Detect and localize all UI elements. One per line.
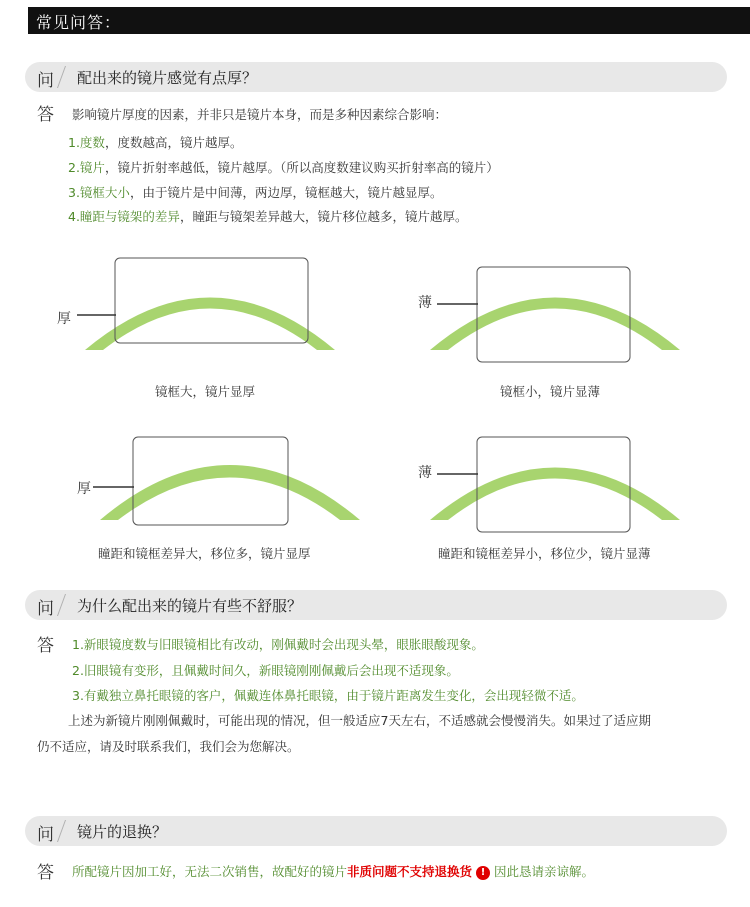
answer-mark-label: 答 (37, 636, 54, 656)
question-mark-label: 问 (37, 825, 54, 845)
list-item (68, 207, 467, 225)
lens-arc (430, 298, 680, 351)
lens-arc (85, 298, 335, 351)
lens-diagram-large-offset (75, 435, 365, 530)
divider (57, 820, 66, 842)
list-item-desc: ，瞳距与镜架差异越大，镜片移位越多，镜片越厚。 (179, 209, 468, 224)
lens-arc (430, 468, 680, 521)
divider (57, 66, 66, 88)
question-text: 为什么配出来的镜片有些不舒服？ (77, 597, 303, 615)
diagram-tag-thin: 薄 (418, 295, 432, 311)
list-item (68, 133, 242, 151)
list-item-term: 4.瞳距与镜架的差异 (68, 209, 180, 224)
question-bar-discomfort (25, 590, 727, 620)
answer-text: 因此恳请亲谅解。 (494, 864, 595, 879)
list-item: 3.有戴独立鼻托眼镜的客户，佩戴连体鼻托眼镜，由于镜片距离发生变化，会出现轻微不适。 (72, 688, 584, 703)
lens-arc (100, 465, 360, 520)
list-item-term: 1.度数 (68, 135, 105, 150)
diagram-caption: 瞳距和镜框差异小，移位少，镜片显薄 (438, 546, 651, 561)
list-item-term: 2.镜片 (68, 160, 105, 175)
summary-text: 仍不适应，请及时联系我们，我们会为您解决。 (37, 739, 300, 754)
list-item (68, 183, 442, 201)
question-text: 配出来的镜片感觉有点厚？ (77, 69, 258, 87)
diagram-caption: 镜框大，镜片显厚 (155, 384, 256, 399)
diagram-caption: 瞳距和镜框差异大，移位多，镜片显厚 (98, 546, 311, 561)
exclamation-circle-icon: ! (476, 866, 490, 880)
diagram-tag-thick: 厚 (57, 311, 71, 327)
answer-intro: 影响镜片厚度的因素，并非只是镜片本身，而是多种因素综合影响： (72, 107, 448, 122)
answer-mark-label: 答 (37, 863, 54, 883)
list-item-desc: ，由于镜片是中间薄，两边厚，镜框越大，镜片越显厚。 (129, 185, 443, 200)
list-item: 1.新眼镜度数与旧眼镜相比有改动，刚佩戴时会出现头晕，眼胀眼酸现象。 (72, 637, 484, 652)
diagram-caption: 镜框小，镜片显薄 (500, 384, 601, 399)
list-item-desc: ，度数越高，镜片越厚。 (104, 135, 243, 150)
answer-mark-label: 答 (37, 105, 54, 125)
list-item (68, 158, 499, 176)
question-mark-label: 问 (37, 599, 54, 619)
returns-answer (72, 862, 594, 880)
no-return-notice: 非质问题不支持退换货 (347, 864, 473, 879)
question-bar-thickness (25, 62, 727, 92)
list-item-desc: ，镜片折射率越低，镜片越厚。（所以高度数建议购买折射率高的镜片） (104, 160, 499, 175)
diagram-tag-thin: 薄 (418, 465, 432, 481)
page-header (0, 0, 750, 40)
divider (57, 594, 66, 616)
question-mark-label: 问 (37, 71, 54, 91)
header-bar (28, 7, 750, 34)
lens-diagram-small-frame (415, 265, 695, 365)
lens-diagram-large-frame (55, 255, 355, 365)
page-title: 常见问答： (36, 13, 122, 32)
question-text: 镜片的退换？ (77, 823, 168, 841)
answer-text: 所配镜片因加工好，无法二次销售，故配好的镜片 (72, 864, 348, 879)
summary-text: 上述为新镜片刚刚佩戴时，可能出现的情况，但一般适应7天左右，不适感就会慢慢消失。如果过了适应期 (68, 713, 651, 728)
diagram-tag-thick: 厚 (77, 481, 91, 497)
list-item: 2.旧眼镜有变形，且佩戴时间久，新眼镜刚刚佩戴后会出现不适现象。 (72, 663, 459, 678)
question-bar-returns (25, 816, 727, 846)
lens-diagram-small-offset (415, 435, 695, 535)
list-item-term: 3.镜框大小 (68, 185, 130, 200)
